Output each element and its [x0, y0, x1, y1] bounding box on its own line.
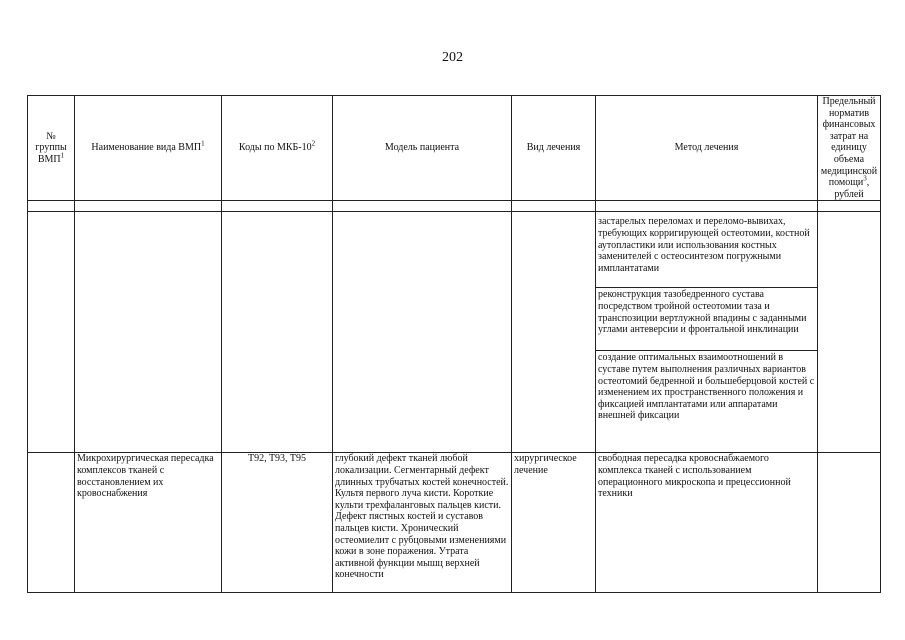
- vmp-table: [27, 95, 881, 593]
- header-vmp-name: Наименование вида ВМП$^1$: [75, 96, 222, 201]
- header-icd-codes: Коды по МКБ-$10^2$: [222, 96, 333, 201]
- icd-codes-cell: T92, T93, T95: [222, 453, 333, 593]
- vmp-name-cell: Микрохирургическая пересадка комплексов тканей с восстановлением их кровоснабжения: [75, 453, 222, 593]
- method-item: застарелых переломах и переломо-вывихах, требующих корригирующей остеотомии, костной аутопластики или использования костных заменителей с остеосинтезом погружными имплантатами: [596, 212, 817, 288]
- header-group-number: № группы ВМП$^1$: [28, 96, 75, 201]
- method-item: реконструкция тазобедренного сустава посредством тройной остеотомии таза и транспозиции вертлужной впадины с заданными углами антеверсии и фронтальной инклинации: [596, 288, 817, 351]
- continuation-row: [28, 212, 881, 453]
- header-treatment-type: Вид лечения: [512, 96, 596, 201]
- header-row: [28, 96, 881, 201]
- method-item: создание оптимальных взаимоотношений в суставе путем выполнения различных вариантов остеотомий бедренной и большеберцовой костей с изменением их пространственного положения и фиксацией имплантатами или аппаратами внешней фиксации: [598, 352, 815, 422]
- cost-norm-cell: [818, 453, 881, 593]
- header-treatment-method: Метод лечения: [596, 96, 818, 201]
- header-cost-norm: Предельный норматив финансовых затрат на единицу объема медицинской помощи$^3$, рублей: [818, 96, 881, 201]
- continuation-methods-cell: [596, 212, 818, 453]
- table-row: [28, 453, 881, 593]
- spacer-row: [28, 201, 881, 212]
- page-number: 202: [442, 50, 463, 65]
- header-patient-model: Модель пациента: [333, 96, 512, 201]
- treatment-type-cell: хирургическое лечение: [512, 453, 596, 593]
- patient-model-cell: глубокий дефект тканей любой локализации. Сегментарный дефект длинных трубчатых костей конечностей. Культя первого луча кисти. Короткие культи трехфаланговых пальцев кисти. Дефект пястных костей и суставов пальцев кисти. Хронический остеомиелит с рубцовыми изменениями кожи в зоне поражения. Утрата активной функции мышц верхней конечности: [333, 453, 512, 593]
- treatment-method-cell: свободная пересадка кровоснабжаемого комплекса тканей с использованием операционного микроскопа и прецессионной техники: [596, 453, 818, 593]
